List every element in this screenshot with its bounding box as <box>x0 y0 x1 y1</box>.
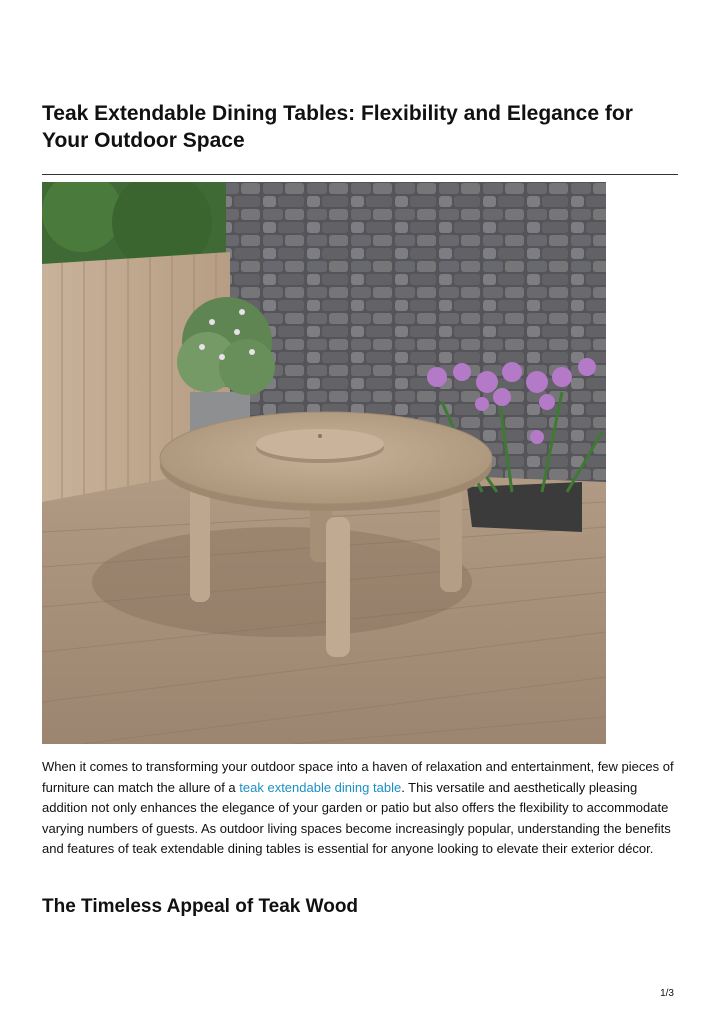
page-number: 1/3 <box>660 988 674 999</box>
title-divider <box>42 174 678 175</box>
page-title: Teak Extendable Dining Tables: Flexibility and Elegance for Your Outdoor Space <box>42 102 633 152</box>
intro-paragraph <box>42 757 682 860</box>
intro-text-start: When it comes to transforming your outdoor space into a haven of relaxation and entertainment, few pieces of furniture can match the allure of a <box>42 759 674 795</box>
teak-extendable-dining-table-link[interactable]: teak extendable dining table <box>239 779 402 795</box>
teak-table-photo <box>42 182 606 744</box>
section-heading: The Timeless Appeal of Teak Wood <box>42 896 359 917</box>
intro-text-end: . This versatile and aesthetically pleasing addition not only enhances the elegance of your garden or patio but also offers the flexibility to accommodate varying numbers of guests. As outdoor living spaces become increasingly popular, understanding the benefits and features of teak extendable dining tables is essential for anyone looking to elevate their exterior décor. <box>42 779 671 856</box>
